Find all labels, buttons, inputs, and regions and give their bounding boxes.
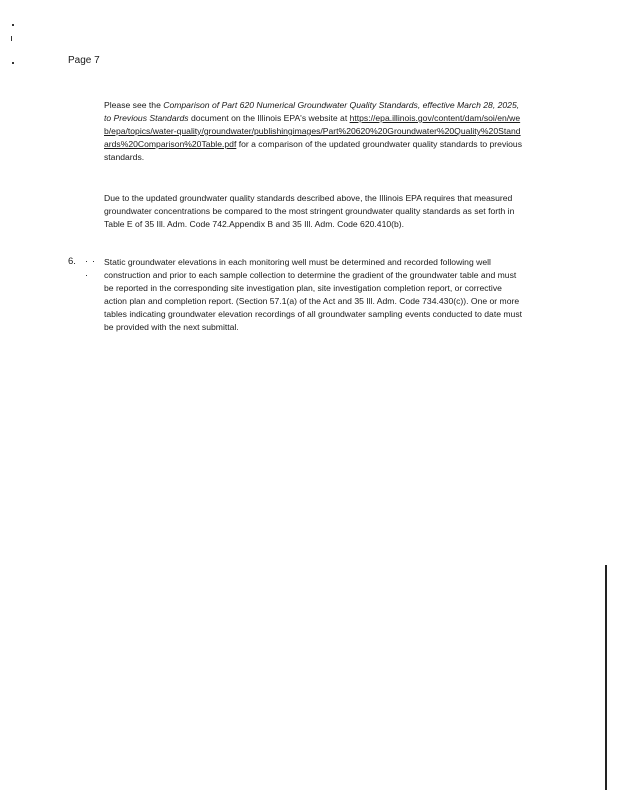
comparison-paragraph xyxy=(104,99,524,164)
paragraph-end: for a comparison of the updated groundwater quality standards to previous standards. xyxy=(104,139,523,162)
scan-speck xyxy=(86,275,87,276)
epa-comparison-link[interactable]: https://epa.illinois.gov/content/dam/soi/en/web/epa/topics/water-quality/groundwater/publishingimages/Part%20620%20Groundwater%20Quality%20Standards%20Comparison%20Table.pdf xyxy=(104,113,521,149)
scan-speck xyxy=(12,24,14,26)
scan-edge-bar xyxy=(605,565,607,790)
paragraph-intro: Please see the xyxy=(104,100,164,110)
paragraph-middle: document on the Illinois EPA's website at xyxy=(188,113,350,123)
standards-paragraph: Due to the updated groundwater quality standards described above, the Illinois EPA requires that measured groundwater concentrations be compared to the most stringent groundwater quality standards as set forth in Table E of 35 Ill. Adm. Code 742.Appendix B and 35 Ill. Adm. Code 620.410(b). xyxy=(104,193,515,229)
document-title: Comparison of Part 620 Numerical Groundwater Quality Standards, effective March 28, 2025, to Previous Standards xyxy=(104,100,520,123)
scan-speck xyxy=(11,36,12,41)
groundwater-elevation-paragraph: Static groundwater elevations in each monitoring well must be determined and recorded following well construction and prior to each sample collection to determine the gradient of the groundwater table and must be reported in the corresponding site investigation plan, site investigation completion report, or corrective action plan and completion report. (Section 57.1(a) of the Act and 35 Ill. Adm. Code 734.430(c)). One or more tables indicating groundwater elevation recordings of all groundwater sampling events conducted to date must be provided with the next submittal. xyxy=(104,257,523,332)
scan-speck xyxy=(12,62,14,64)
page-number: Page 7 xyxy=(68,55,100,66)
scan-speck xyxy=(93,261,94,262)
scan-speck xyxy=(86,261,87,262)
item-number: 6. xyxy=(68,256,76,267)
